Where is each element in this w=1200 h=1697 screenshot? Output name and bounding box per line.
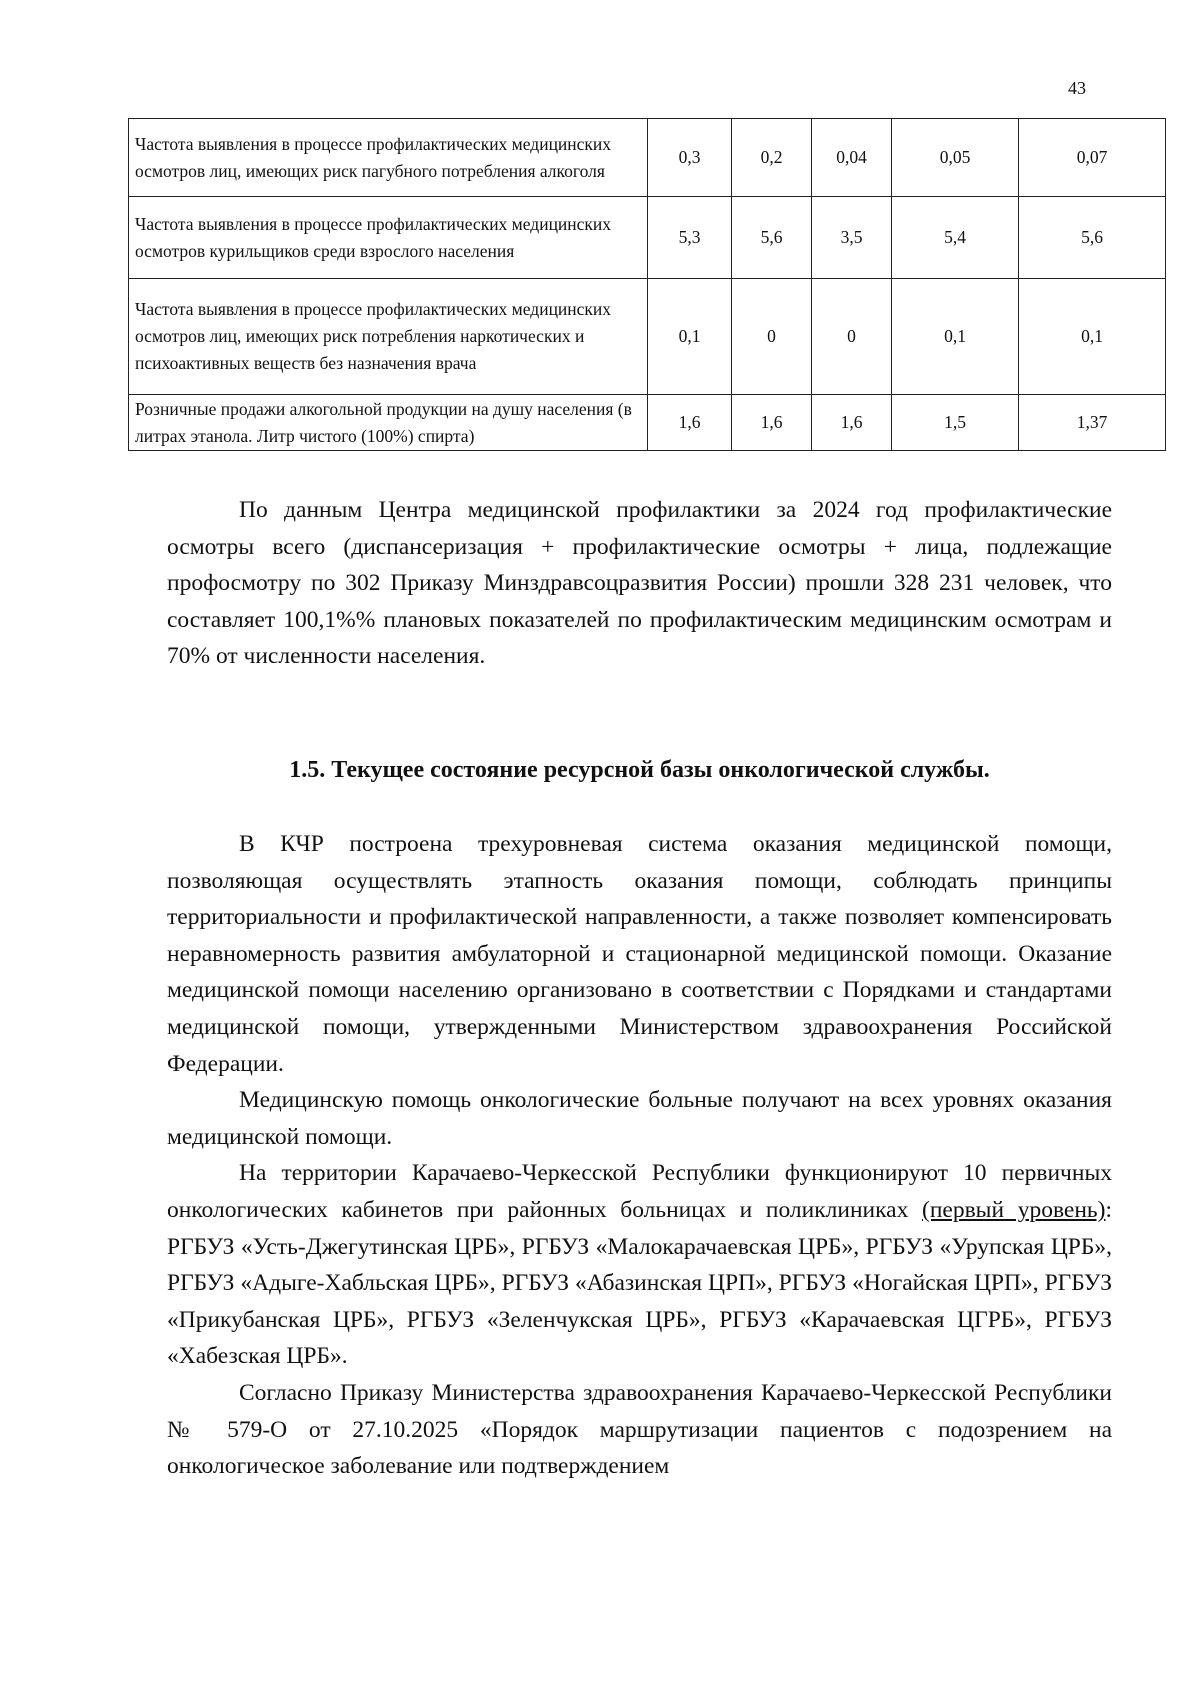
table-cell: 1,37 [1019, 395, 1166, 451]
paragraph-all-levels: Медицинскую помощь онкологические больные получают на всех уровнях оказания медицинской помощи. [167, 1087, 1112, 1150]
table-cell: 0,1 [1019, 279, 1166, 395]
oncology-service-section [167, 826, 1112, 1485]
row-label: Частота выявления в процессе профилактических медицинских осмотров лиц, имеющих риск пагубного потребления алкоголя [129, 119, 648, 197]
row-label: Розничные продажи алкогольной продукции на душу населения (в литрах этанола. Литр чистого (100%) спирта) [129, 395, 648, 451]
section-heading: 1.5. Текущее состояние ресурсной базы онкологической службы. [289, 757, 990, 783]
table-cell: 1,6 [732, 395, 812, 451]
table-cell: 5,6 [1019, 197, 1166, 279]
indicators-table [128, 118, 1166, 451]
table-cell: 0 [732, 279, 812, 395]
paragraph-routing-order: Согласно Приказу Министерства здравоохранения Карачаево-Черкесской Республики № 579-О от 27.10.2025 «Порядок маршрутизации пациентов с подозрением на онкологическое заболевание или подтверждением [167, 1379, 1112, 1480]
row-label: Частота выявления в процессе профилактических медицинских осмотров лиц, имеющих риск потребления наркотических и психоактивных веществ без назначения врача [129, 279, 648, 395]
row-label: Частота выявления в процессе профилактических медицинских осмотров курильщиков среди взрослого населения [129, 197, 648, 279]
table-cell: 1,6 [812, 395, 892, 451]
table-cell: 3,5 [812, 197, 892, 279]
paragraph-preventive-exams: По данным Центра медицинской профилактики за 2024 год профилактические осмотры всего (диспансеризация + профилактические осмотры + лица, подлежащие профосмотру по 302 Приказу Минздравсоцразвития России) прошли 328 231 человек, что составляет 100,1%% плановых показателей по профилактическим медицинским осмотрам и 70% от численности населения. [167, 497, 1112, 670]
table-cell: 5,3 [648, 197, 732, 279]
table-row [129, 279, 1166, 395]
table-cell: 0 [812, 279, 892, 395]
table-cell: 5,6 [732, 197, 812, 279]
table-cell: 0,05 [892, 119, 1019, 197]
primary-cabinets-list: : РГБУЗ «Усть-Джегутинская ЦРБ», РГБУЗ «Малокарачаевская ЦРБ», РГБУЗ «Урупская ЦРБ», РГБУЗ «Адыге-Хабльская ЦРБ», РГБУЗ «Абазинская ЦРП», РГБУЗ «Ногайская ЦРП», РГБУЗ «Прикубанская ЦРБ», РГБУЗ «Зеленчукская ЦРБ», РГБУЗ «Карачаевская ЦГРБ», РГБУЗ «Хабезская ЦРБ». [167, 1196, 1112, 1370]
paragraph-three-level-system: В КЧР построена трехуровневая система оказания медицинской помощи, позволяющая осуществлять этапность оказания помощи, соблюдать принципы территориальности и профилактической направленности, а также позволяет компенсировать неравномерность развития амбулаторной и стационарной медицинской помощи. Оказание медицинской помощи населению организовано в соответствии с Порядками и стандартами медицинской помощи, утвержденными Министерством здравоохранения Российской Федерации. [167, 831, 1112, 1077]
table-cell: 0,1 [648, 279, 732, 395]
table-row [129, 197, 1166, 279]
table-cell: 0,3 [648, 119, 732, 197]
table-cell: 1,6 [648, 395, 732, 451]
first-level-label: (первый уровень) [922, 1196, 1106, 1223]
table-cell: 0,04 [812, 119, 892, 197]
primary-cabinets-intro: На территории Карачаево-Черкесской Республики функционируют 10 первичных онкологических кабинетов при районных больницах и поликлиниках [167, 1160, 1112, 1223]
page-number: 43 [1068, 78, 1086, 98]
table-cell: 0,1 [892, 279, 1019, 395]
table-cell: 5,4 [892, 197, 1019, 279]
preventive-exams-section [167, 492, 1112, 675]
table-cell: 0,2 [732, 119, 812, 197]
table-row [129, 119, 1166, 197]
table-row [129, 395, 1166, 451]
table-cell: 1,5 [892, 395, 1019, 451]
paragraph-primary-cabinets [167, 1155, 1112, 1375]
table-cell: 0,07 [1019, 119, 1166, 197]
